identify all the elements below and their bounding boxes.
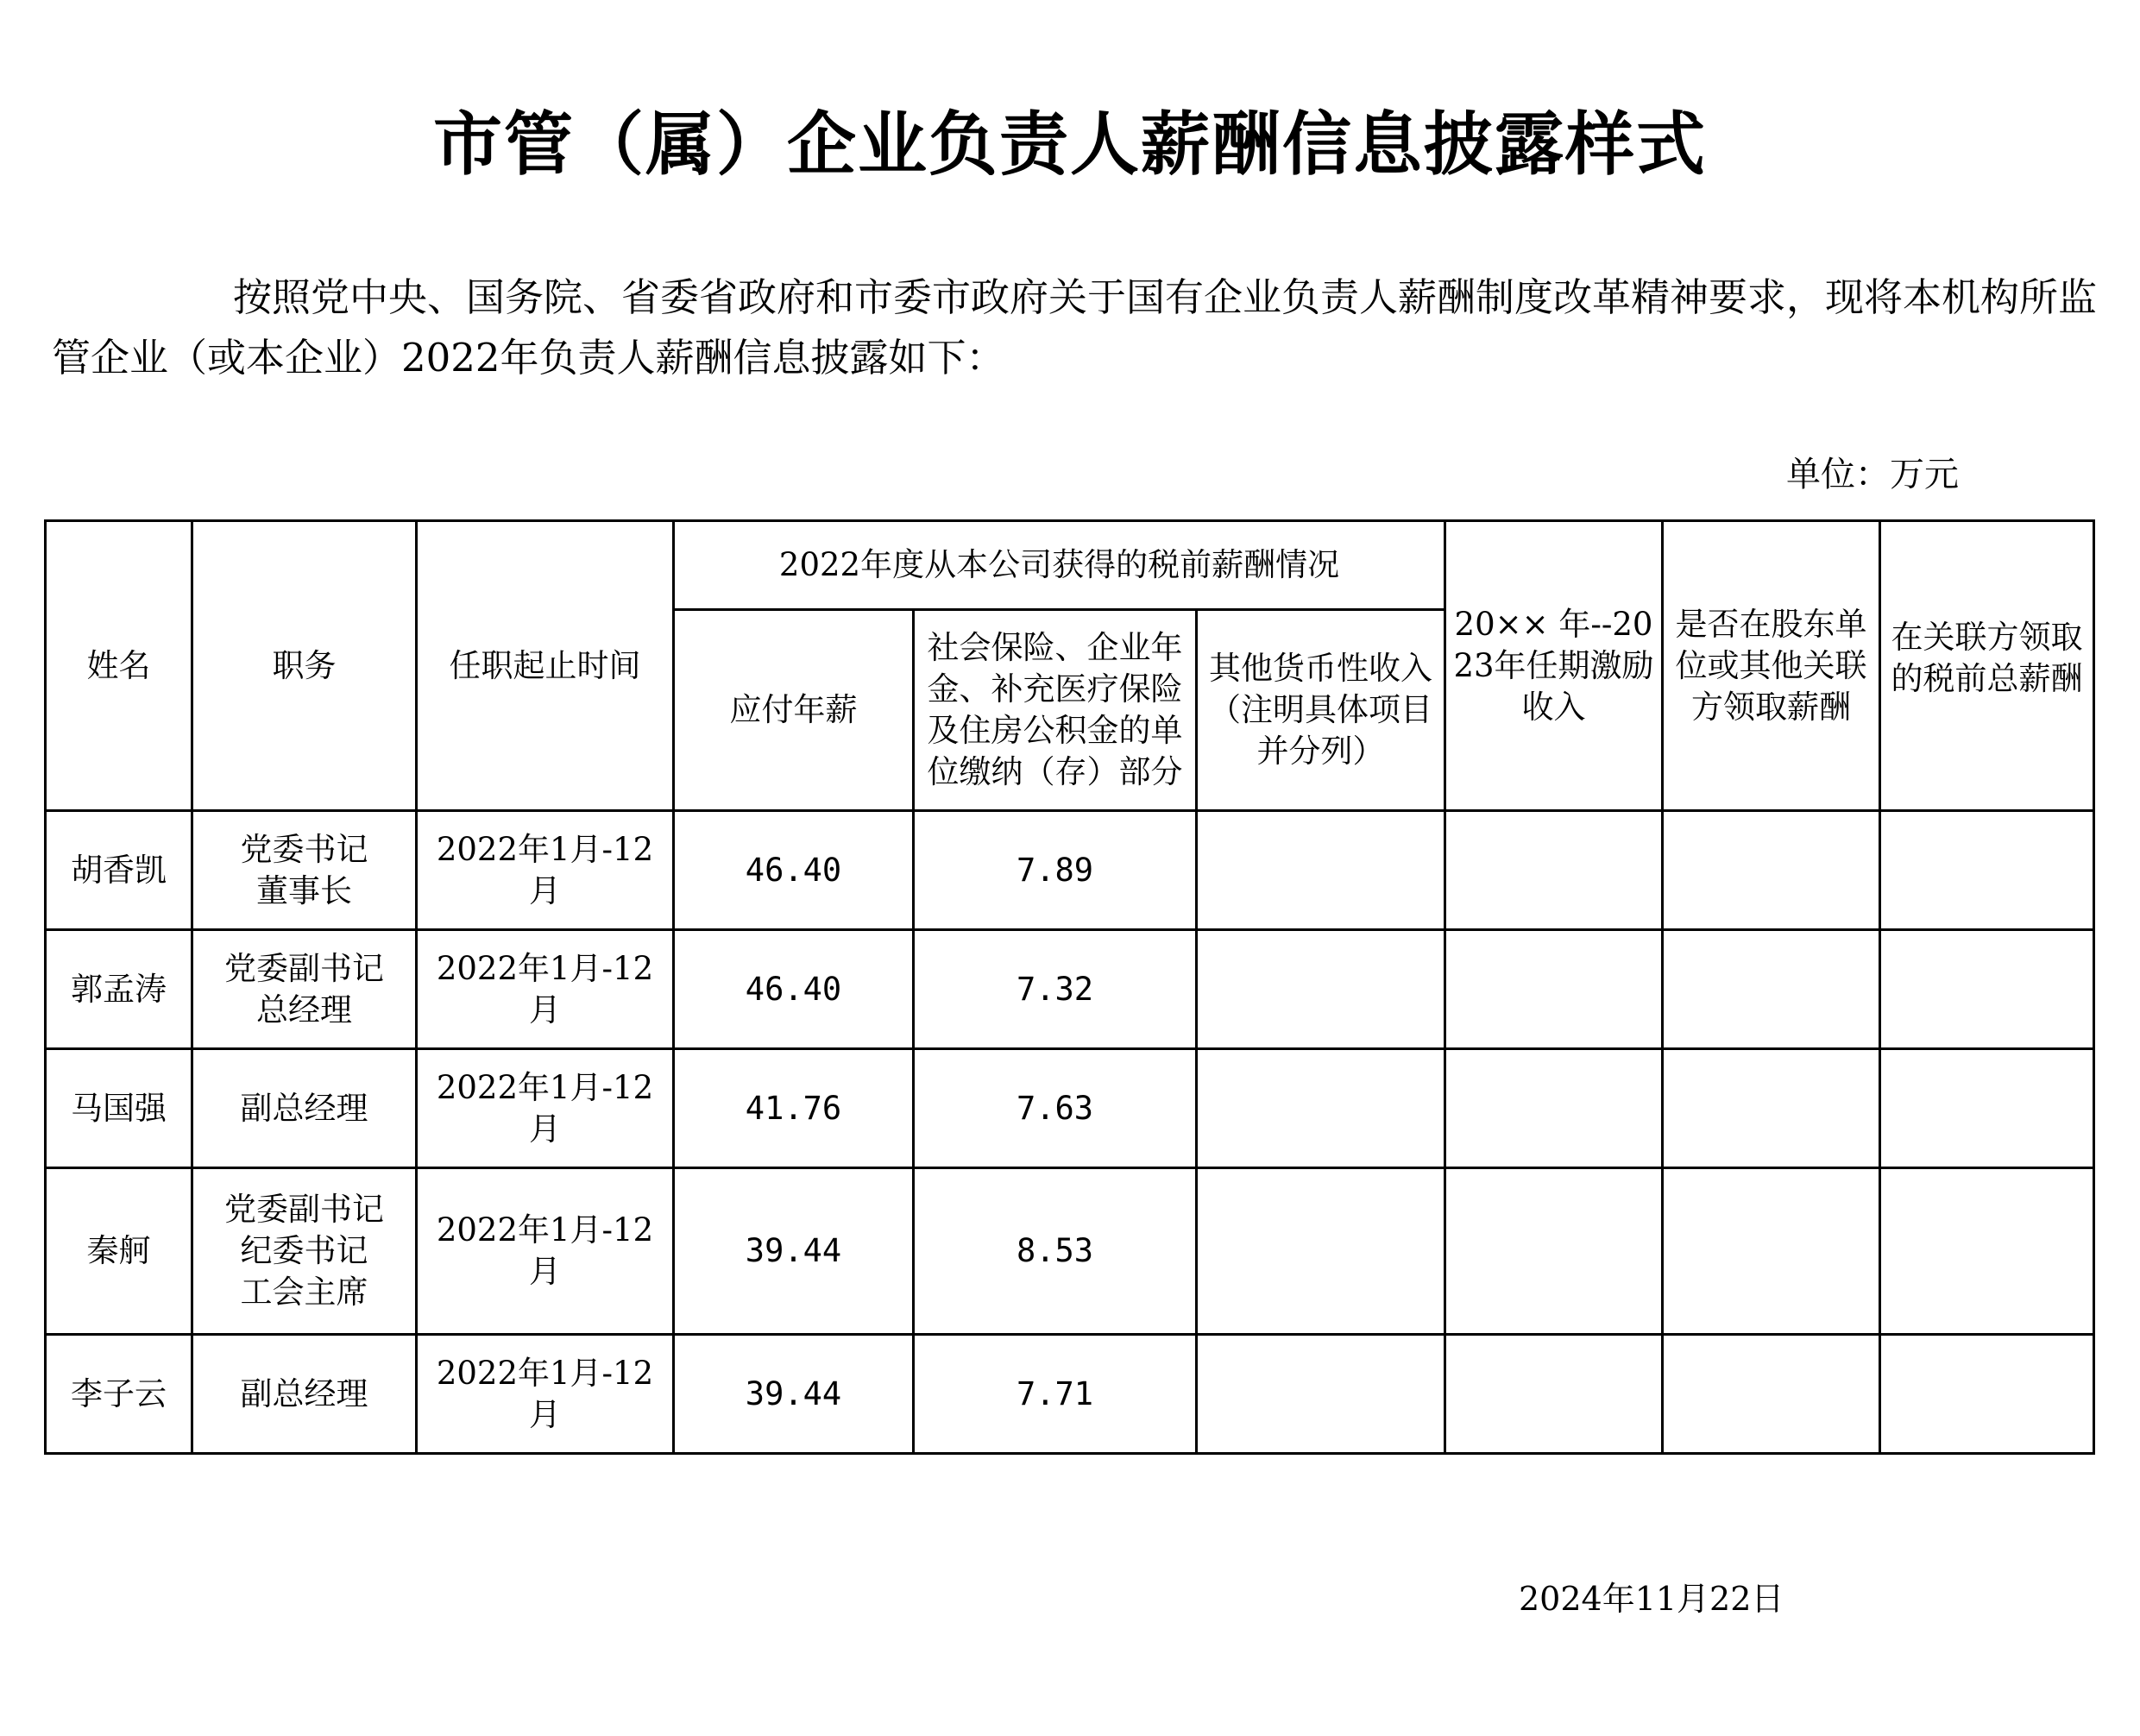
header-incentive: 20×× 年--2023年任期激励收入 <box>1445 521 1663 811</box>
cell-other-income <box>1197 1335 1445 1454</box>
cell-related-total <box>1880 1049 2094 1168</box>
cell-related-total <box>1880 1168 2094 1335</box>
header-group-salary: 2022年度从本公司获得的税前薪酬情况 <box>674 521 1445 610</box>
table-row <box>46 1168 2094 1335</box>
cell-social-insurance: 8.53 <box>914 1168 1197 1335</box>
header-other-income: 其他货币性收入（注明具体项目并分列） <box>1197 610 1445 811</box>
intro-paragraph: 按照党中央、国务院、省委省政府和市委市政府关于国有企业负责人薪酬制度改革精神要求，现将本机构所监管企业（或本企业）2022年负责人薪酬信息披露如下： <box>52 274 2098 381</box>
table-row <box>46 811 2094 930</box>
header-related-total: 在关联方领取的税前总薪酬 <box>1880 521 2094 811</box>
cell-shareholder-paid <box>1663 1168 1880 1335</box>
cell-annual-salary: 39.44 <box>674 1168 914 1335</box>
header-social-insurance: 社会保险、企业年金、补充医疗保险及住房公积金的单位缴纳（存）部分 <box>914 610 1197 811</box>
cell-social-insurance: 7.63 <box>914 1049 1197 1168</box>
cell-term: 2022年1月-12月 <box>417 1335 674 1454</box>
cell-annual-salary: 41.76 <box>674 1049 914 1168</box>
cell-name: 李子云 <box>46 1335 192 1454</box>
header-row-1 <box>46 521 2094 610</box>
cell-other-income <box>1197 1168 1445 1335</box>
cell-incentive <box>1445 1168 1663 1335</box>
cell-term: 2022年1月-12月 <box>417 1168 674 1335</box>
cell-social-insurance: 7.89 <box>914 811 1197 930</box>
header-shareholder-paid: 是否在股东单位或其他关联方领取薪酬 <box>1663 521 1880 811</box>
cell-incentive <box>1445 811 1663 930</box>
header-position: 职务 <box>192 521 417 811</box>
cell-related-total <box>1880 1335 2094 1454</box>
cell-related-total <box>1880 811 2094 930</box>
header-term: 任职起止时间 <box>417 521 674 811</box>
cell-name: 秦舸 <box>46 1168 192 1335</box>
document-date: 2024年11月22日 <box>1519 1580 1784 1618</box>
cell-name: 马国强 <box>46 1049 192 1168</box>
cell-position: 副总经理 <box>192 1335 417 1454</box>
table-row <box>46 930 2094 1049</box>
header-annual-salary: 应付年薪 <box>674 610 914 811</box>
cell-term: 2022年1月-12月 <box>417 930 674 1049</box>
cell-incentive <box>1445 1049 1663 1168</box>
cell-other-income <box>1197 930 1445 1049</box>
page-title: 市管（属）企业负责人薪酬信息披露样式 <box>433 104 1707 185</box>
cell-shareholder-paid <box>1663 1335 1880 1454</box>
cell-shareholder-paid <box>1663 930 1880 1049</box>
cell-position: 党委书记 董事长 <box>192 811 417 930</box>
cell-annual-salary: 39.44 <box>674 1335 914 1454</box>
cell-other-income <box>1197 811 1445 930</box>
table-row <box>46 1049 2094 1168</box>
cell-annual-salary: 46.40 <box>674 930 914 1049</box>
cell-social-insurance: 7.32 <box>914 930 1197 1049</box>
cell-incentive <box>1445 1335 1663 1454</box>
salary-table <box>44 519 2095 1455</box>
cell-other-income <box>1197 1049 1445 1168</box>
cell-shareholder-paid <box>1663 811 1880 930</box>
cell-shareholder-paid <box>1663 1049 1880 1168</box>
cell-social-insurance: 7.71 <box>914 1335 1197 1454</box>
cell-term: 2022年1月-12月 <box>417 811 674 930</box>
unit-label: 单位：万元 <box>1786 455 1959 494</box>
cell-position: 党委副书记 纪委书记 工会主席 <box>192 1168 417 1335</box>
cell-position: 党委副书记 总经理 <box>192 930 417 1049</box>
header-name: 姓名 <box>46 521 192 811</box>
cell-related-total <box>1880 930 2094 1049</box>
cell-name: 胡香凯 <box>46 811 192 930</box>
cell-position: 副总经理 <box>192 1049 417 1168</box>
cell-annual-salary: 46.40 <box>674 811 914 930</box>
cell-term: 2022年1月-12月 <box>417 1049 674 1168</box>
cell-name: 郭孟涛 <box>46 930 192 1049</box>
cell-incentive <box>1445 930 1663 1049</box>
table-row <box>46 1335 2094 1454</box>
